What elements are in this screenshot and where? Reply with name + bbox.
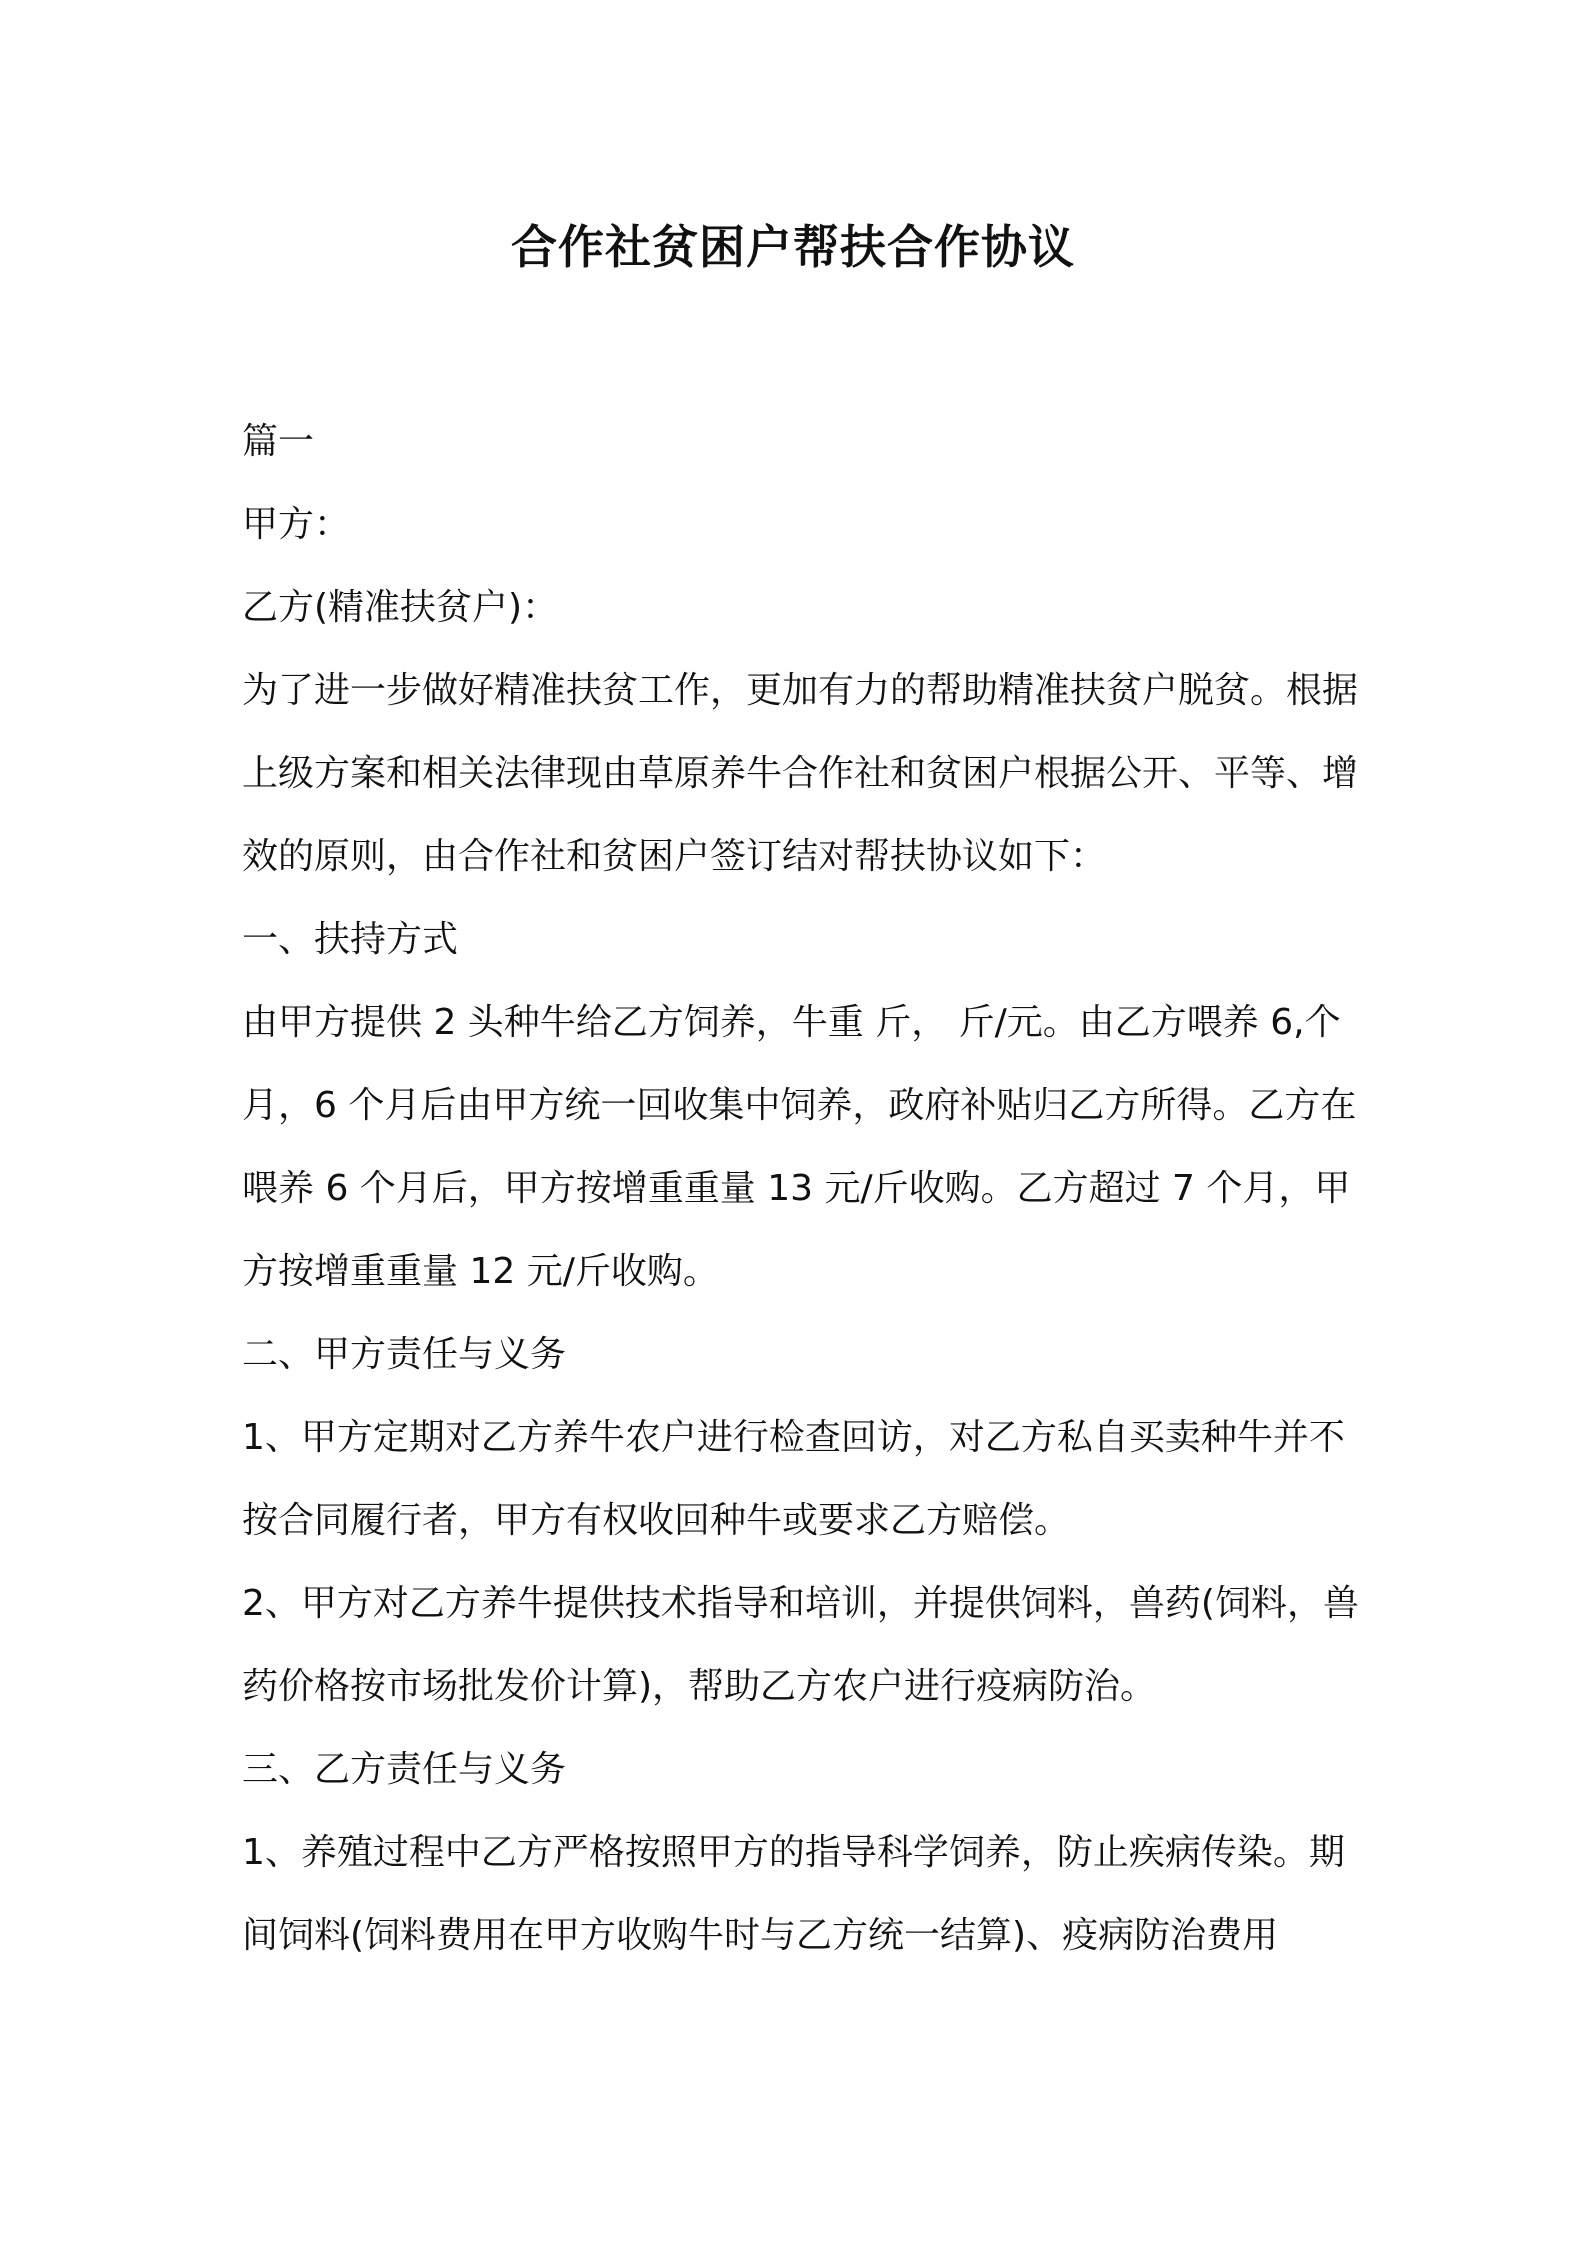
support-method-paragraph: 由甲方提供 2 头种牛给乙方饲养，牛重 斤， 斤/元。由乙方喂养 6,个月，6 个月后由甲方统一回收集中饲养，政府补贴归乙方所得。乙方在喂养 6 个月后，甲方按增重重量 13 元/斤收购。乙方超过 7 个月，甲方按增重重量 12 元/斤收购。 — [242, 1002, 1357, 1292]
section-label: 篇一 — [242, 421, 315, 462]
intro-paragraph: 为了进一步做好精准扶贫工作，更加有力的帮助精准扶贫户脱贫。根据上级方案和相关法律现由草原养牛合作社和贫困户根据公开、平等、增效的原则，由合作社和贫困户签订结对帮扶协议如下： — [242, 670, 1359, 877]
party-b-line: 乙方(精准扶贫户)： — [242, 587, 559, 628]
heading-party-b-duties: 三、乙方责任与义务 — [242, 1749, 567, 1790]
document-title: 合作社贫困户帮扶合作协议 — [511, 220, 1075, 274]
document-body — [242, 400, 1372, 1977]
party-a-duty-2: 2、甲方对乙方养牛提供技术指导和培训，并提供饲料，兽药(饲料，兽药价格按市场批发价计算)，帮助乙方农户进行疫病防治。 — [242, 1583, 1359, 1707]
party-b-duty-1: 1、养殖过程中乙方严格按照甲方的指导科学饲养，防止疾病传染。期间饲料(饲料费用在甲方收购牛时与乙方统一结算)、疫病防治费用 — [242, 1832, 1345, 1956]
heading-support-method: 一、扶持方式 — [242, 919, 459, 960]
party-a-duty-1: 1、甲方定期对乙方养牛农户进行检查回访，对乙方私自买卖种牛并不按合同履行者，甲方有权收回种牛或要求乙方赔偿。 — [242, 1417, 1345, 1541]
party-a-line: 甲方： — [242, 504, 351, 545]
heading-party-a-duties: 二、甲方责任与义务 — [242, 1334, 567, 1375]
